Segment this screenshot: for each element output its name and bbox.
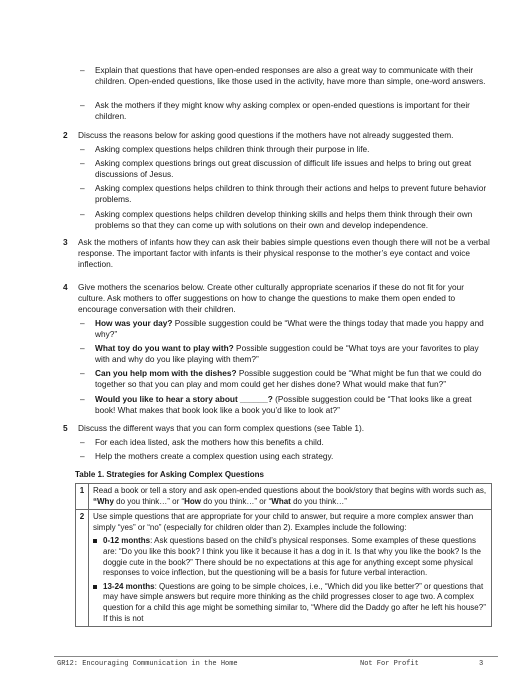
footer-title: GR12: Encouraging Communication in the Home xyxy=(57,660,238,668)
table-row xyxy=(76,484,492,510)
bullet-text: Asking complex questions helps children think through their purpose in life. xyxy=(95,144,370,154)
row-number: 2 xyxy=(76,510,89,627)
table-caption: Table 1. Strategies for Asking Complex Questions xyxy=(75,470,264,479)
bullet-text: For each idea listed, ask the mothers how this benefits a child. xyxy=(95,437,324,447)
row-content xyxy=(89,510,492,627)
dash-marker: – xyxy=(80,144,85,154)
dash-marker: – xyxy=(80,343,85,353)
row-text: do you think…” or “ xyxy=(113,496,185,506)
dash-marker: – xyxy=(80,65,85,75)
bullet-text xyxy=(95,368,490,390)
question-text: Would you like to hear a story about ______? xyxy=(95,394,273,404)
step-number: 2 xyxy=(63,130,68,140)
dash-marker: – xyxy=(80,437,85,447)
row-text: do you think…” or “ xyxy=(201,496,272,506)
dash-marker: – xyxy=(80,158,85,168)
bullet-text xyxy=(95,318,490,340)
age-item-13-24 xyxy=(93,582,487,624)
suggestion-text: Possible suggestion could be “What might be fun that we could do together so that you can play and mom could get her dishes done? What would make that fun?” xyxy=(95,368,482,390)
bullet-text: Asking complex questions brings out great discussion of difficult life issues and helps to bring out great discussions of Jesus. xyxy=(95,158,472,180)
row-number: 1 xyxy=(76,484,89,510)
strategies-table xyxy=(75,483,492,627)
age-text: : Ask questions based on the child’s physical responses. Some examples of these questions are: “Do you like this book? I think you like it because it has a dog in it. Is that why you like the book? Is the doggie cute in the book?” There should be no expectations at this age for anything except some physical responses to voice inflection, but the questioning will be a basis for future verbal interaction. xyxy=(103,536,481,578)
suggestion-text: Possible suggestion could be “What toys are your favorites to play with and why do you like playing with them?” xyxy=(95,343,479,365)
footer-divider xyxy=(54,656,498,657)
dash-marker: – xyxy=(80,183,85,193)
question-text: Can you help mom with the dishes? xyxy=(95,368,237,378)
row-text: Read a book or tell a story and ask open-ended questions about the book/story that begins with words such as, xyxy=(93,486,487,495)
page-number: 3 xyxy=(479,660,484,668)
step-text: Discuss the different ways that you can form complex questions (see Table 1). xyxy=(78,423,365,433)
keyword-how: How xyxy=(184,496,202,506)
dash-marker: – xyxy=(80,100,85,110)
age-label: 13-24 months xyxy=(103,581,155,591)
bullet-text: Asking complex questions helps children develop thinking skills and helps them think through their own problems so that they can come up with solutions on their own and develop independence. xyxy=(95,209,473,231)
suggestion-text: (Possible suggestion could be “That looks like a great book! What makes that book look like a book you’d like to look at?” xyxy=(95,394,472,416)
row-text: do you think…” xyxy=(290,496,347,506)
dash-marker: – xyxy=(80,318,85,328)
dash-marker: – xyxy=(80,394,85,404)
age-item-0-12 xyxy=(93,536,487,578)
age-text: : Questions are going to be simple choices, i.e., “Which did you like better?” or questions that may have simple answers but require more thinking as the child progresses closer to age two. A complex question for a child this age might be something similar to, “Where did the Daddy go after he left his house?” If this is not xyxy=(103,581,486,623)
row-text: Use simple questions that are appropriate for your child to answer, but require a more complex answer than simply “yes” or “no” (especially for children older than 2). Examples include the following: xyxy=(93,512,474,532)
keyword-why: “Why xyxy=(93,496,114,506)
suggestion-text: Possible suggestion could be “What were the things today that made you happy and why?” xyxy=(95,318,484,340)
dash-marker: – xyxy=(80,209,85,219)
bullet-text xyxy=(95,394,490,416)
question-text: What toy do you want to play with? xyxy=(95,343,234,353)
age-label: 0-12 months xyxy=(103,536,151,546)
dash-marker: – xyxy=(80,368,85,378)
bullet-text: Asking complex questions helps children to think through their actions and helps to prevent future behavior problems. xyxy=(95,183,487,205)
keyword-what: What xyxy=(271,496,291,506)
bullet-text xyxy=(95,343,490,365)
table-row xyxy=(76,510,492,627)
footer-notice: Not For Profit xyxy=(360,660,419,668)
bullet-square-icon xyxy=(93,539,97,543)
top-bullet-text: Ask the mothers if they might know why asking complex or open-ended questions is important for their children. xyxy=(95,100,470,122)
top-bullet-text: Explain that questions that have open-ended responses are also a great way to communicate with their children. Open-ended questions, like those used in the activity, have more than simple, one-word answers. xyxy=(95,65,486,87)
step-text: Give mothers the scenarios below. Create other culturally appropriate scenarios if these do not fit for your culture. Ask mothers to offer suggestions on how to change the questions to make them open ended to encourage conversation with their children. xyxy=(78,282,464,315)
bullet-text: Help the mothers create a complex question using each strategy. xyxy=(95,451,334,461)
row-content xyxy=(89,484,492,510)
step-number: 4 xyxy=(63,282,68,292)
bullet-square-icon xyxy=(93,585,97,589)
step-text: Discuss the reasons below for asking good questions if the mothers have not already suggested them. xyxy=(78,130,454,140)
step-number: 3 xyxy=(63,237,68,247)
dash-marker: – xyxy=(80,451,85,461)
question-text: How was your day? xyxy=(95,318,173,328)
step-number: 5 xyxy=(63,423,68,433)
step-text: Ask the mothers of infants how they can ask their babies simple questions even though there will not be a verbal response. The important factor with infants is their physical response to the mother’s eye contact and voice inflection. xyxy=(78,237,490,270)
